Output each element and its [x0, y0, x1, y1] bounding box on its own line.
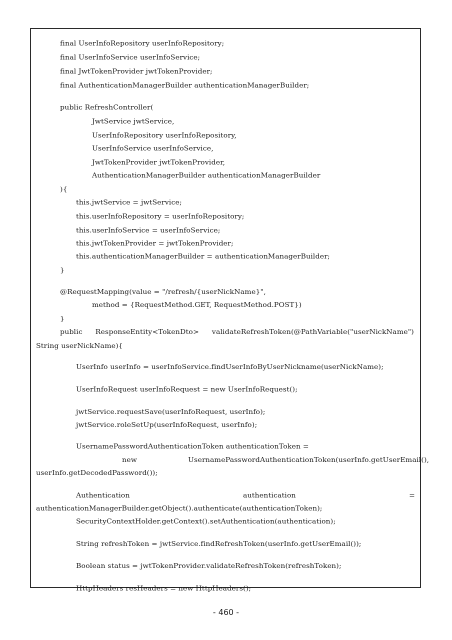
constructor-param: AuthenticationManagerBuilder authenticationManagerBuilder	[92, 171, 321, 180]
field-line: final UserInfoService userInfoService;	[60, 53, 201, 62]
field-line: final JwtTokenProvider jwtTokenProvider;	[60, 66, 213, 76]
constructor-param: JwtService jwtService,	[92, 117, 175, 126]
method-modifier: public	[60, 327, 83, 336]
method-signature-cont: String userNickName){	[36, 341, 123, 350]
code-line-user-info: UserInfo userInfo = userInfoService.findUserInfoByUserNickname(userNickName);	[76, 362, 384, 372]
constructor-body-line: this.authenticationManagerBuilder = authenticationManagerBuilder;	[76, 252, 330, 261]
request-mapping-annotation: @RequestMapping(value = "/refresh/{userNickName}",	[60, 287, 266, 296]
authentication-type: Authentication	[76, 491, 130, 500]
request-mapping-method: method = {RequestMethod.GET, RequestMethod.POST})	[92, 300, 302, 309]
code-line-auth-token-decl: UsernamePasswordAuthenticationToken authenticationToken =	[76, 441, 309, 451]
page-number: - 460 -	[212, 608, 240, 617]
constructor-signature: public RefreshController(	[60, 103, 154, 112]
constructor-body-line: this.jwtTokenProvider = jwtTokenProvider;	[76, 239, 234, 248]
constructor-param: UserInfoRepository userInfoRepository,	[92, 131, 237, 140]
method-signature	[60, 327, 414, 335]
constructor-body-line: this.jwtService = jwtService;	[76, 198, 182, 207]
code-line-headers: HttpHeaders resHeaders = new HttpHeaders();	[76, 584, 252, 593]
method-name: validateRefreshToken(@PathVariable("userNickName")	[211, 327, 414, 336]
constructor-param: JwtTokenProvider jwtTokenProvider,	[92, 158, 226, 167]
constructor-close: }	[60, 265, 65, 275]
code-line-authentication-rhs: authenticationManagerBuilder.getObject().authenticate(authenticationToken);	[36, 504, 323, 513]
constructor-open: ){	[60, 185, 68, 194]
code-line-authentication	[76, 491, 415, 499]
code-line-status: Boolean status = jwtTokenProvider.validateRefreshToken(refreshToken);	[76, 561, 342, 571]
field-line: final AuthenticationManagerBuilder authenticationManagerBuilder;	[60, 80, 310, 90]
field-line: final UserInfoRepository userInfoRepository;	[60, 39, 225, 48]
code-line-save: jwtService.requestSave(userInfoRequest, userInfo);	[76, 407, 266, 416]
mapping-close: }	[60, 314, 65, 323]
method-return-type: ResponseEntity<TokenDto>	[95, 327, 199, 336]
code-line-auth-token-ctor: UsernamePasswordAuthenticationToken(userInfo.getUserEmail(),	[188, 455, 430, 465]
code-line-role: jwtService.roleSetUp(userInfoRequest, userInfo);	[76, 420, 258, 429]
constructor-body-line: this.userInfoService = userInfoService;	[76, 225, 221, 235]
authentication-eq: =	[408, 491, 415, 500]
code-line-request: UserInfoRequest userInfoRequest = new UserInfoRequest();	[76, 385, 298, 394]
code-line-auth-token-new: new	[122, 455, 137, 465]
authentication-var: authentication	[242, 491, 296, 500]
code-line-auth-token-end: userInfo.getDecodedPassword());	[36, 468, 158, 478]
constructor-param: UserInfoService userInfoService,	[92, 144, 214, 153]
code-line-refresh-token: String refreshToken = jwtService.findRefreshToken(userInfo.getUserEmail());	[76, 539, 362, 548]
constructor-body-line: this.userInfoRepository = userInfoRepository;	[76, 212, 245, 221]
code-line-security-context: SecurityContextHolder.getContext().setAuthentication(authentication);	[76, 517, 336, 526]
